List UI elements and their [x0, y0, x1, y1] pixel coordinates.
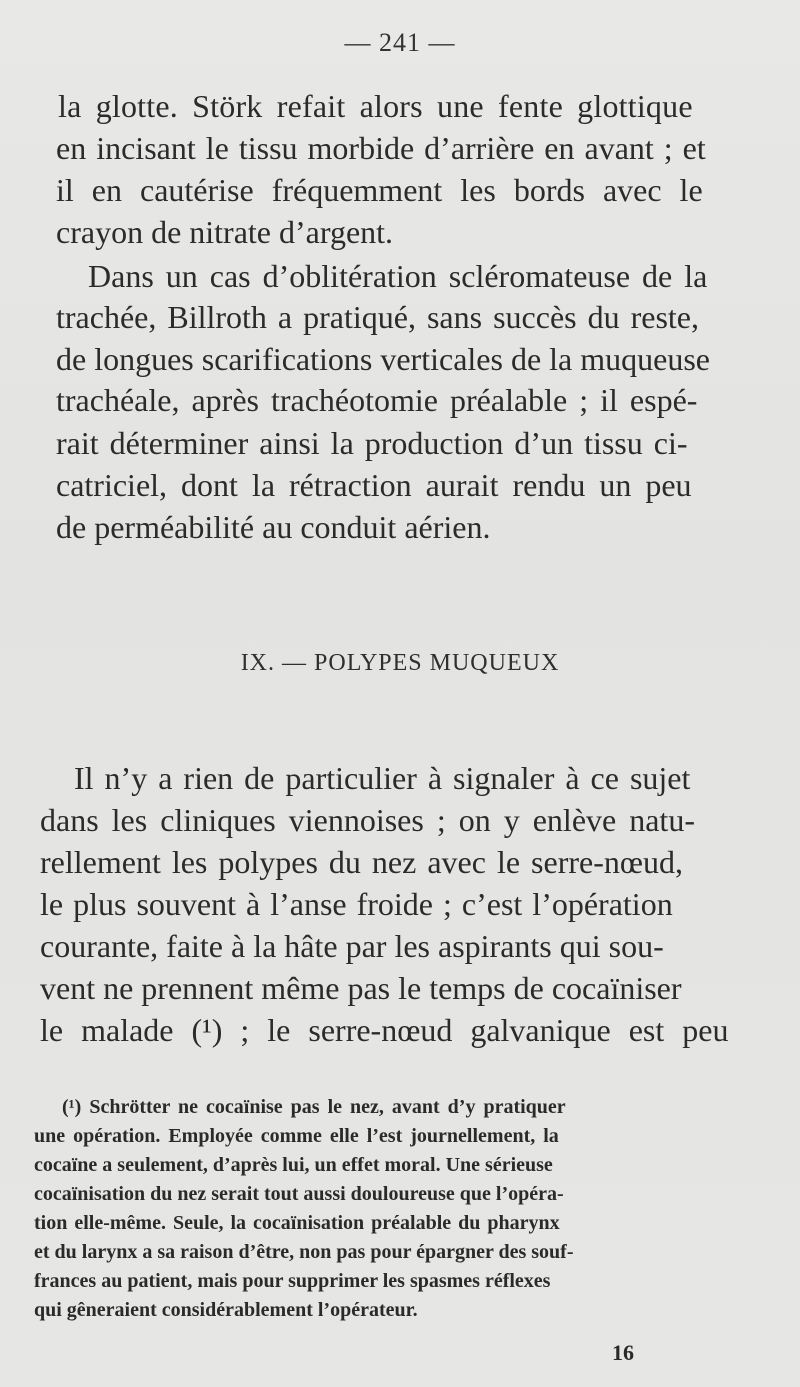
text-line: rellement les polypes du nez avec le serre-nœud, — [40, 844, 683, 880]
page-number: — 241 — — [344, 28, 456, 57]
text-line: le malade (¹) ; le serre-nœud galvanique est peu — [40, 1012, 729, 1048]
text-line: Il n’y a rien de particulier à signaler à ce sujet — [74, 760, 691, 796]
text-line: il en cautérise fréquemment les bords avec le — [56, 172, 703, 208]
footnote-line: tion elle-même. Seule, la cocaïnisation préalable du pharynx — [34, 1212, 560, 1234]
text-line: trachéale, après trachéotomie préalable ; il espé- — [56, 382, 698, 418]
text-line: rait déterminer ainsi la production d’un tissu ci- — [56, 425, 688, 461]
text-line: de perméabilité au conduit aérien. — [56, 509, 491, 545]
signature-mark: 16 — [612, 1340, 634, 1365]
footnote-line: cocaïne a seulement, d’après lui, un effet moral. Une sérieuse — [34, 1154, 553, 1176]
footnote-line: une opération. Employée comme elle l’est journellement, la — [34, 1125, 559, 1147]
text-line: catriciel, dont la rétraction aurait rendu un peu — [56, 467, 692, 503]
text-line: dans les cliniques viennoises ; on y enlève natu- — [40, 802, 695, 838]
text-line: de longues scarifications verticales de la muqueuse — [56, 341, 710, 377]
text-line: Dans un cas d’oblitération scléromateuse de la — [88, 258, 708, 294]
text-line: la glotte. Störk refait alors une fente glottique — [58, 88, 693, 124]
footnote-line: qui gêneraient considérablement l’opérateur. — [34, 1299, 418, 1321]
footnote-line: et du larynx a sa raison d’être, non pas pour épargner des souf- — [34, 1241, 574, 1263]
text-line: trachée, Billroth a pratiqué, sans succès du reste, — [56, 299, 699, 335]
text-line: en incisant le tissu morbide d’arrière en avant ; et — [56, 130, 706, 166]
text-line: vent ne prennent même pas le temps de cocaïniser — [40, 970, 682, 1006]
footnote-line: (¹) Schrötter ne cocaïnise pas le nez, avant d’y pratiquer — [62, 1096, 566, 1118]
section-heading: IX. — POLYPES MUQUEUX — [240, 650, 560, 676]
footnote-line: frances au patient, mais pour supprimer les spasmes réflexes — [34, 1270, 551, 1292]
text-line: crayon de nitrate d’argent. — [56, 214, 394, 250]
text-line: courante, faite à la hâte par les aspirants qui sou- — [40, 928, 664, 964]
footnote-line: cocaïnisation du nez serait tout aussi douloureuse que l’opéra- — [34, 1183, 564, 1205]
text-line: le plus souvent à l’anse froide ; c’est l’opération — [40, 886, 673, 922]
